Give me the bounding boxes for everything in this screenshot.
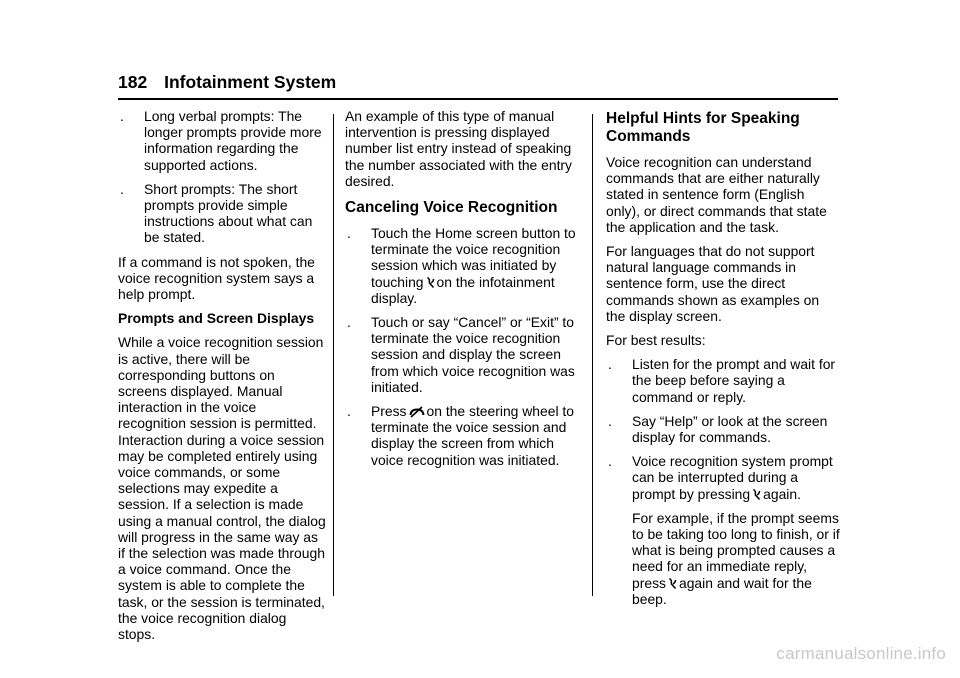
list-item-text: again. [763, 485, 801, 502]
bullet-marker: . [347, 314, 351, 331]
bullet-marker: . [608, 412, 612, 429]
page-header [118, 72, 336, 93]
bullet-marker: . [347, 403, 351, 420]
list-item-text: again and wait for the beep. [632, 574, 812, 607]
paragraph: An example of this type of manual intervention is pressing displayed number list entry instead of speaking the number associated with the entry desired. [345, 108, 573, 189]
paragraph: For best results: [606, 332, 706, 349]
list-item-text: Short prompts: The short prompts provide simple instructions about what can be stated. [144, 180, 313, 246]
column-1 [118, 108, 326, 650]
bullet-marker: . [347, 225, 351, 242]
list-item [345, 225, 581, 306]
header-rule [118, 98, 838, 100]
list-item [606, 413, 840, 445]
section-heading: Canceling Voice Recognition [345, 199, 558, 217]
list-item-text: Long verbal prompts: The longer prompts provide more information regarding the supported actions. [144, 108, 322, 173]
page-title: Infotainment System [164, 72, 337, 92]
list-item-text: Voice recognition system prompt can be interrupted during a prompt by pressing [632, 453, 833, 502]
list-item-text: Touch or say “Cancel” or “Exit” to terminate the voice recognition session and display the screen from which voice recognition was initiated. [371, 314, 575, 395]
watermark: carmanualsonline.info [776, 644, 946, 663]
list-item [606, 453, 840, 607]
subheading: Prompts and Screen Displays [118, 310, 315, 327]
list-item-text: Press [371, 403, 407, 420]
voice-recognition-icon [752, 488, 761, 501]
column-2 [345, 108, 581, 476]
list-item-text: on the infotainment display. [371, 273, 555, 306]
paragraph: If a command is not spoken, the voice recognition system says a help prompt. [118, 253, 315, 303]
list-item [345, 403, 581, 468]
bullet-marker: . [120, 108, 124, 124]
page-number: 182 [118, 72, 148, 92]
column-divider [333, 114, 334, 596]
list-item-subparagraph [632, 510, 840, 607]
paragraph: While a voice recognition session is active, there will be corresponding buttons on screens displayed. Manual interaction in the voice recognition session is permitted. Interaction during a voice session may be completed entirely using voice commands, or some selections may expedite a session. If a selection is made using a manual control, the dialog will progress in the same way as if the selection was made through a voice command. Once the system is able to complete the task, or the session is terminated, the voice recognition dialog stops. [118, 334, 326, 643]
list-item-text: Say “Help” or look at the screen display for commands. [632, 412, 828, 446]
list-item-text: For example, if the prompt seems to be taking too long to finish, or if what is being prompted causes a need for an immediate reply, press [632, 509, 840, 591]
end-call-icon [409, 406, 425, 418]
list-item [118, 108, 326, 173]
list-item [345, 314, 581, 395]
column-3 [606, 108, 840, 615]
bullet-marker: . [608, 356, 612, 373]
paragraph: Voice recognition can understand commands that are either naturally stated in sentence form (English only), or direct commands that state the application and the task. [606, 154, 827, 235]
list-item-text: Touch the Home screen button to terminate the voice recognition session which was initiated by touching [371, 225, 576, 290]
voice-recognition-icon [426, 276, 435, 289]
list-item [118, 181, 326, 246]
section-heading: Helpful Hints for Speaking Commands [606, 110, 800, 145]
column-divider [592, 114, 593, 596]
list-item-text: on the steering wheel to terminate the voice session and display the screen from which voice recognition was initiated. [371, 403, 575, 468]
list-item [606, 356, 840, 405]
bullet-marker: . [120, 180, 124, 197]
paragraph: For languages that do not support natural language commands in sentence form, use the direct commands shown as examples on the display screen. [606, 243, 820, 324]
list-item-text: Listen for the prompt and wait for the beep before saying a command or reply. [632, 356, 836, 405]
voice-recognition-icon [668, 577, 677, 590]
bullet-marker: . [608, 453, 612, 470]
